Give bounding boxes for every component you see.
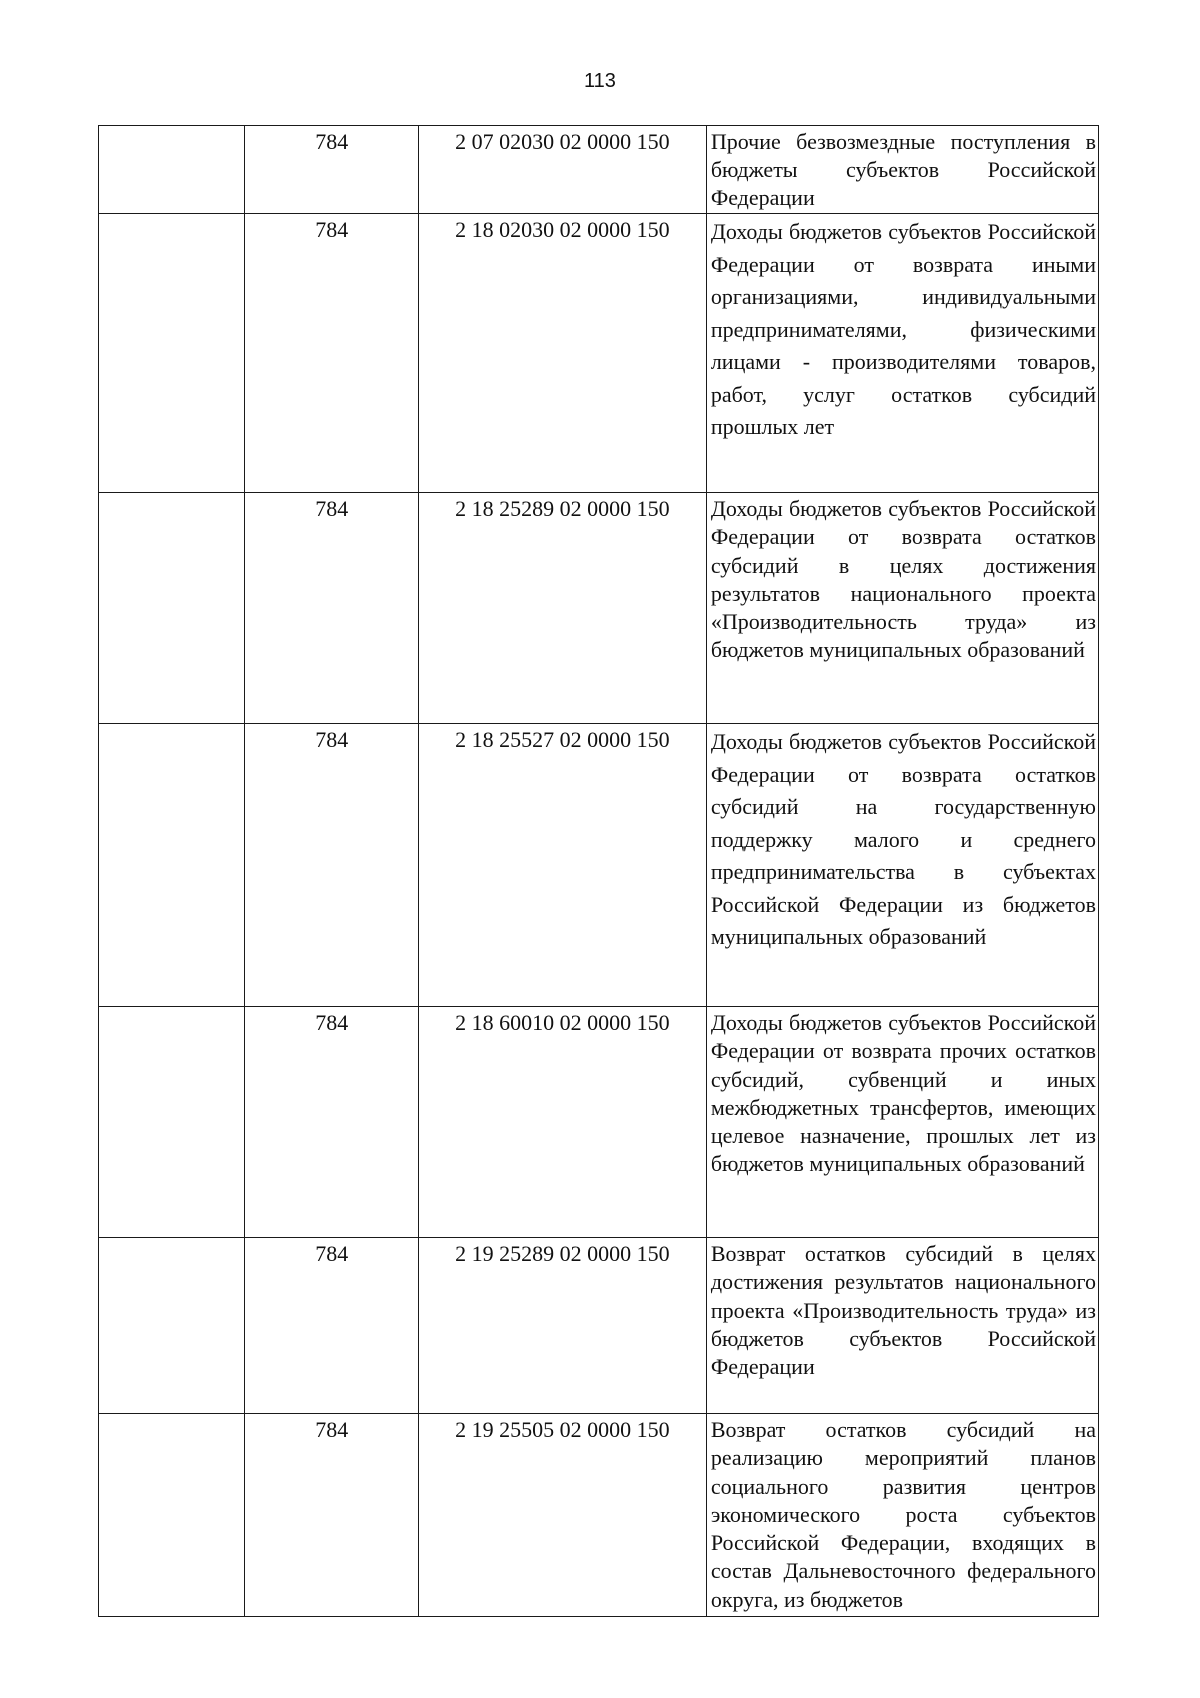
description-text: Доходы бюджетов субъектов Российской Федерации от возврата иными организациями, индивидуальными предпринимателями, физическими лицами - производителями товаров, работ, услуг остатков субсидий прошлых лет (710, 219, 1096, 439)
admin-code-cell: 784 (245, 214, 419, 493)
table-row (99, 214, 1099, 493)
description-cell (706, 1238, 1098, 1414)
empty-cell (99, 493, 245, 724)
table-row (99, 1238, 1099, 1414)
table-row (99, 724, 1099, 1007)
empty-cell (99, 214, 245, 493)
empty-cell (99, 1238, 245, 1414)
budget-codes-table (98, 125, 1099, 1617)
empty-cell (99, 1414, 245, 1617)
description-cell (706, 214, 1098, 493)
description-cell (706, 724, 1098, 1007)
empty-cell (99, 724, 245, 1007)
kbk-cell: 2 18 02030 02 0000 150 (418, 214, 706, 493)
description-cell (706, 1007, 1098, 1238)
description-text: Доходы бюджетов субъектов Российской Федерации от возврата прочих остатков субсидий, субвенций и иных межбюджетных трансфертов, имеющих целевое назначение, прошлых лет из бюджетов муниципальных образований (710, 1010, 1096, 1177)
kbk-cell: 2 18 25527 02 0000 150 (418, 724, 706, 1007)
kbk-cell: 2 18 60010 02 0000 150 (418, 1007, 706, 1238)
kbk-cell: 2 19 25505 02 0000 150 (418, 1414, 706, 1617)
kbk-cell: 2 18 25289 02 0000 150 (418, 493, 706, 724)
table-row (99, 1007, 1099, 1238)
admin-code-cell: 784 (245, 126, 419, 214)
empty-cell (99, 126, 245, 214)
kbk-cell: 2 07 02030 02 0000 150 (418, 126, 706, 214)
admin-code-cell: 784 (245, 1007, 419, 1238)
admin-code-cell: 784 (245, 1414, 419, 1617)
description-cell (706, 493, 1098, 724)
description-cell (706, 126, 1098, 214)
admin-code-cell: 784 (245, 493, 419, 724)
admin-code-cell: 784 (245, 1238, 419, 1414)
description-text: Прочие безвозмездные поступления в бюджеты субъектов Российской Федерации (710, 129, 1096, 210)
description-cell (706, 1414, 1098, 1617)
description-text: Доходы бюджетов субъектов Российской Федерации от возврата остатков субсидий в целях достижения результатов национального проекта «Производительность труда» из бюджетов муниципальных образований (710, 496, 1096, 663)
table-row (99, 1414, 1099, 1617)
empty-cell (99, 1007, 245, 1238)
description-text: Доходы бюджетов субъектов Российской Федерации от возврата остатков субсидий на государственную поддержку малого и среднего предпринимательства в субъектах Российской Федерации из бюджетов муниципальных образований (710, 729, 1096, 949)
page-number: 113 (584, 70, 616, 92)
description-text: Возврат остатков субсидий в целях достижения результатов национального проекта «Производительность труда» из бюджетов субъектов Российской Федерации (710, 1241, 1096, 1380)
admin-code-cell: 784 (245, 724, 419, 1007)
description-text: Возврат остатков субсидий на реализацию мероприятий планов социального развития центров экономического роста субъектов Российской Федерации, входящих в состав Дальневосточного федерального округа, из бюджетов (710, 1417, 1096, 1612)
table-row (99, 126, 1099, 214)
kbk-cell: 2 19 25289 02 0000 150 (418, 1238, 706, 1414)
table-row (99, 493, 1099, 724)
